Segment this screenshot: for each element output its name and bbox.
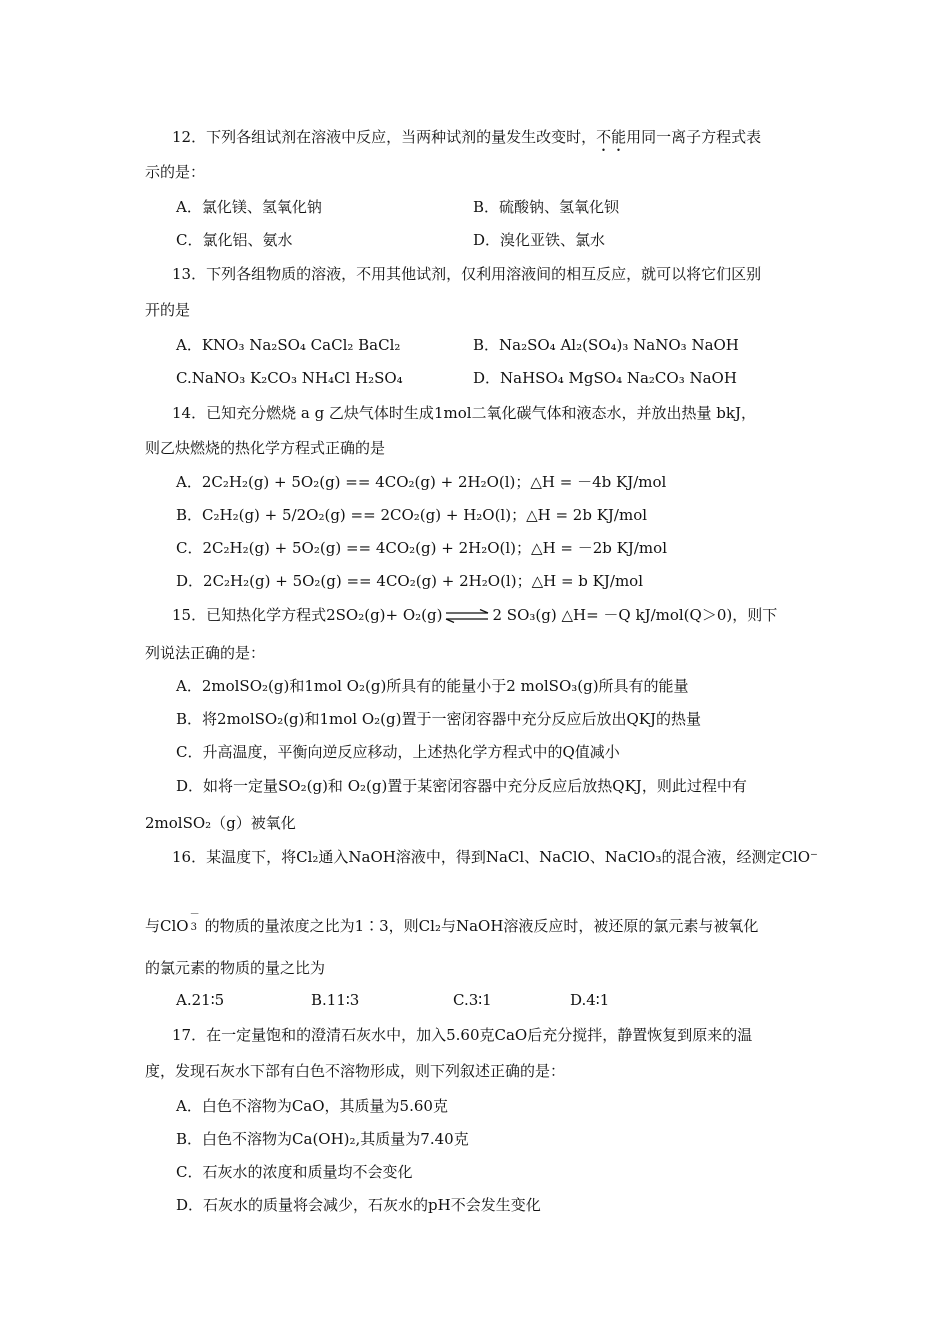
q15-option-d: D．如将一定量SO₂(g)和 O₂(g)置于某密闭容器中充分反应后放热QKJ，则此过程中有 <box>176 777 747 795</box>
q15-option-b: B．将2molSO₂(g)和1mol O₂(g)置于一密闭容器中充分反应后放出QKJ的热量 <box>176 710 702 728</box>
q17-option-c: C．石灰水的浓度和质量均不会变化 <box>176 1163 413 1181</box>
q16-option-d: D.4∶1 <box>570 991 610 1009</box>
q17-stem-line1: 17．在一定量饱和的澄清石灰水中，加入5.60克CaO后充分搅拌，静置恢复到原来的温 <box>172 1026 753 1044</box>
q13-option-b: B．Na₂SO₄ Al₂(SO₄)₃ NaNO₃ NaOH <box>473 336 739 354</box>
q16-stem-line3: 的氯元素的物质的量之比为 <box>145 959 326 977</box>
q14-option-d: D．2C₂H₂(g) + 5O₂(g) == 4CO₂(g) + 2H₂O(l)；△H = b KJ/mol <box>176 572 643 590</box>
q13-option-d: D．NaHSO₄ MgSO₄ Na₂CO₃ NaOH <box>473 369 737 387</box>
q12-option-d: D．溴化亚铁、氯水 <box>473 231 606 249</box>
q16-option-c: C.3∶1 <box>453 991 492 1009</box>
q14-option-c: C．2C₂H₂(g) + 5O₂(g) == 4CO₂(g) + 2H₂O(l)；△H = －2b KJ/mol <box>176 539 667 557</box>
q12-stem-line2: 示的是： <box>145 163 206 181</box>
q17-option-b: B．白色不溶物为Ca(OH)₂,其质量为7.40克 <box>176 1130 469 1148</box>
q16-option-a: A.21∶5 <box>176 991 225 1009</box>
q17-stem-line2: 度，发现石灰水下部有白色不溶物形成，则下列叙述正确的是： <box>145 1062 566 1080</box>
q12-option-a: A．氯化镁、氢氧化钠 <box>176 198 322 216</box>
q15-stem-part1: 15．已知热化学方程式2SO₂(g)+ O₂(g) <box>172 606 443 624</box>
q13-stem-line1: 13．下列各组物质的溶液，不用其他试剂，仅利用溶液间的相互反应，就可以将它们区别 <box>172 265 762 283</box>
q17-option-a: A．白色不溶物为CaO，其质量为5.60克 <box>176 1097 448 1115</box>
q15-option-d-line2: 2molSO₂（g）被氧化 <box>145 814 296 832</box>
q16-stem-part2: 的物质的量浓度之比为1∶3，则Cl₂与NaOH溶液反应时，被还原的氯元素与被氧化 <box>204 917 759 935</box>
q12-option-c: C．氯化铝、氨水 <box>176 231 293 249</box>
q15-option-a: A．2molSO₂(g)和1mol O₂(g)所具有的能量小于2 molSO₃(g)所具有的能量 <box>176 677 689 695</box>
q12-stem-part2: 用同一离子方程式表 <box>626 128 762 146</box>
q16-stem-line1: 16．某温度下，将Cl₂通入NaOH溶液中，得到NaCl、NaClO、NaClO₃的混合液，经测定ClO⁻ <box>172 848 818 866</box>
q12-emphasis: 不能 <box>596 128 627 146</box>
q14-stem-line1: 14．已知充分燃烧 a g 乙炔气体时生成1mol二氧化碳气体和液态水，并放出热量 bkJ， <box>172 404 757 422</box>
q12-stem-part1: 12．下列各组试剂在溶液中反应，当两种试剂的量发生改变时， <box>172 128 597 146</box>
q15-stem-part2: 2 SO₃(g) △H= －Q kJ/mol(Q＞0)，则下 <box>492 606 778 624</box>
q12-option-b: B．硫酸钠、氢氧化钡 <box>473 198 620 216</box>
q15-option-c: C．升高温度，平衡向逆反应移动，上述热化学方程式中的Q值减小 <box>176 743 620 761</box>
q13-option-a: A．KNO₃ Na₂SO₄ CaCl₂ BaCl₂ <box>176 336 401 354</box>
q17-option-d: D．石灰水的质量将会减少，石灰水的pH不会发生变化 <box>176 1196 541 1214</box>
equilibrium-arrow-icon <box>444 609 490 623</box>
q15-stem-line2: 列说法正确的是： <box>145 644 266 662</box>
q13-option-c: C.NaNO₃ K₂CO₃ NH₄Cl H₂SO₄ <box>176 369 403 387</box>
q14-option-a: A．2C₂H₂(g) + 5O₂(g) == 4CO₂(g) + 2H₂O(l)；△H = －4b KJ/mol <box>176 473 667 491</box>
chlorate-ion-script: － 3 <box>189 909 200 933</box>
q13-stem-line2: 开的是 <box>145 301 191 319</box>
q16-stem-line2 <box>145 911 758 936</box>
q14-option-b: B．C₂H₂(g) + 5/2O₂(g) == 2CO₂(g) + H₂O(l)；△H = 2b KJ/mol <box>176 506 648 524</box>
q12-stem-line1 <box>172 127 761 155</box>
q16-stem-part1: 与ClO <box>145 917 189 935</box>
q16-option-b: B.11∶3 <box>311 991 360 1009</box>
q15-stem-line1 <box>172 605 777 625</box>
q14-stem-line2: 则乙炔燃烧的热化学方程式正确的是 <box>145 439 386 457</box>
